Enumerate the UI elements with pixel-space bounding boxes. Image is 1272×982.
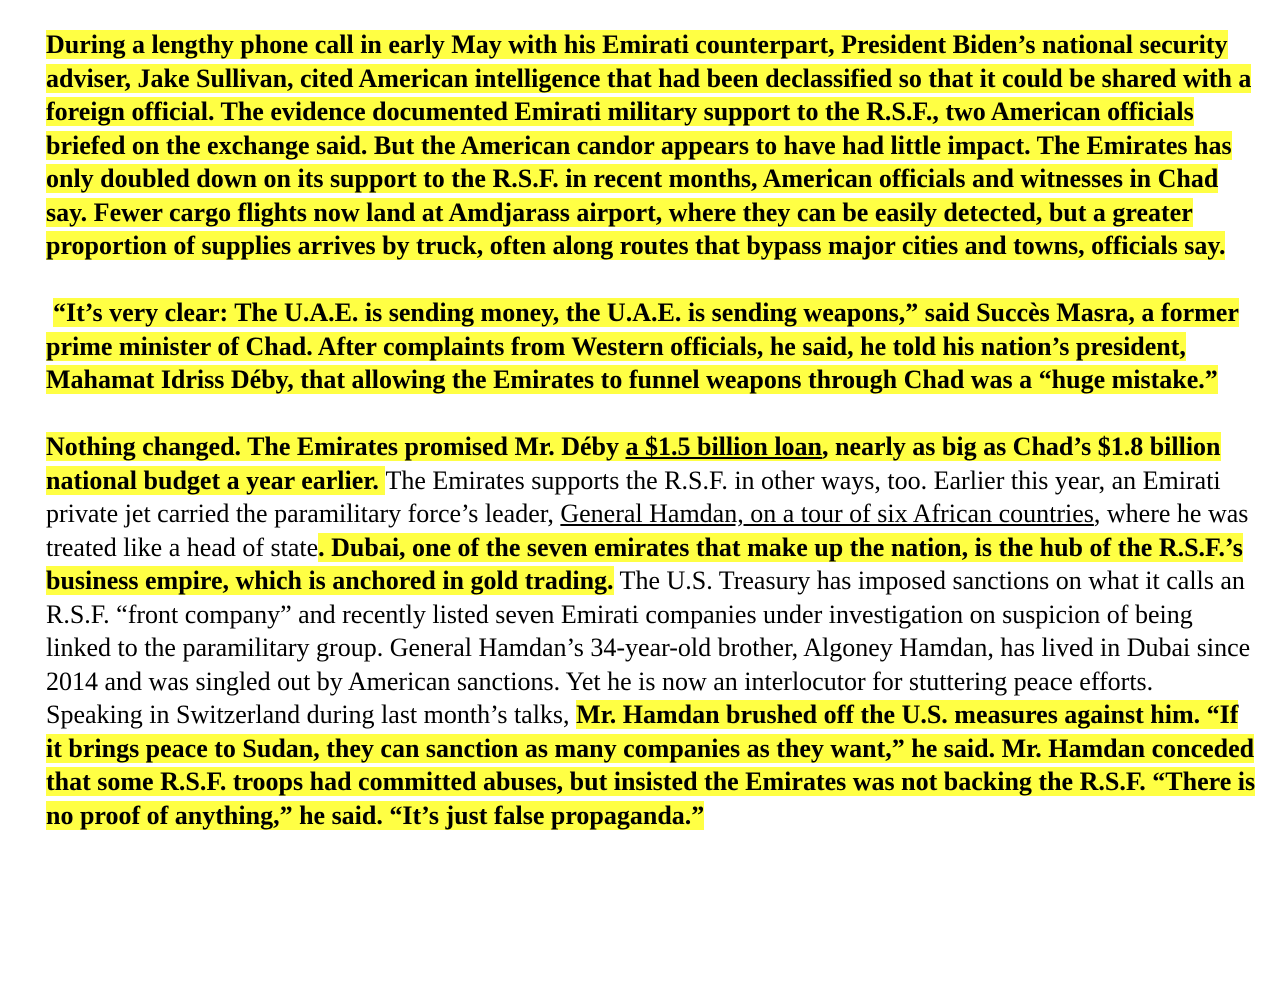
highlighted-text: , nearly as big as Chad’s $1.8 billion national budget a year earlier. xyxy=(46,432,1221,495)
paragraph-2 xyxy=(46,296,1256,397)
highlighted-text: Nothing changed. The Emirates promised Mr. Déby xyxy=(46,432,626,461)
highlighted-text: Mr. Hamdan brushed off the U.S. measures against him. “If it brings peace to Sudan, they can sanction as many companies as they want,” he said. Mr. Hamdan conceded that some R.S.F. troops had committed abuses, but insisted the Emirates was not backing the R.S.F. “There is no proof of anything,” he said. “It’s just false propaganda.” xyxy=(46,700,1256,830)
loan-link[interactable]: a $1.5 billion loan xyxy=(625,432,822,461)
paragraph-1 xyxy=(46,28,1256,263)
plain-text: The Emirates supports the R.S.F. in other ways, too. Earlier this year, an Emirati private jet carried the paramilitary force’s leader, xyxy=(46,465,1221,528)
highlighted-text: . Dubai, one of the seven emirates that make up the nation, is the hub of the R.S.F.’s business empire, which is anchored in gold trading. xyxy=(46,532,1243,595)
highlighted-text: During a lengthy phone call in early May with his Emirati counterpart, President Biden’s national security adviser, Jake Sullivan, cited American intelligence that had been declassified so that it could be shared with a foreign official. The evidence documented Emirati military support to the R.S.F., two American officials briefed on the exchange said. But the American candor appears to have had little impact. The Emirates has only doubled down on its support to the R.S.F. in recent months, American officials and witnesses in Chad say. Fewer cargo flights now land at Amdjarass airport, where they can be easily detected, but a greater proportion of supplies arrives by truck, often along routes that bypass major cities and towns, officials say. xyxy=(46,30,1252,260)
african-tour-link[interactable]: General Hamdan, on a tour of six African countries xyxy=(560,499,1094,528)
plain-text: , where he was treated like a head of state xyxy=(46,499,1249,562)
document-body xyxy=(46,28,1256,866)
highlighted-quote: “It’s very clear: The U.A.E. is sending money, the U.A.E. is sending weapons,” said Succès Masra, a former prime minister of Chad. After complaints from Western officials, he said, he told his nation’s president, Mahamat Idriss Déby, that allowing the Emirates to funnel weapons through Chad was a “huge mistake.” xyxy=(46,298,1239,394)
paragraph-3 xyxy=(46,430,1256,832)
plain-text: The U.S. Treasury has imposed sanctions on what it calls an R.S.F. “front company” and recently listed seven Emirati companies under investigation on suspicion of being linked to the paramilitary group. General Hamdan’s 34-year-old brother, Algoney Hamdan, has lived in Dubai since 2014 and was singled out by American sanctions. Yet he is now an interlocutor for stuttering peace efforts. Speaking in Switzerland during last month’s talks, xyxy=(46,566,1251,729)
